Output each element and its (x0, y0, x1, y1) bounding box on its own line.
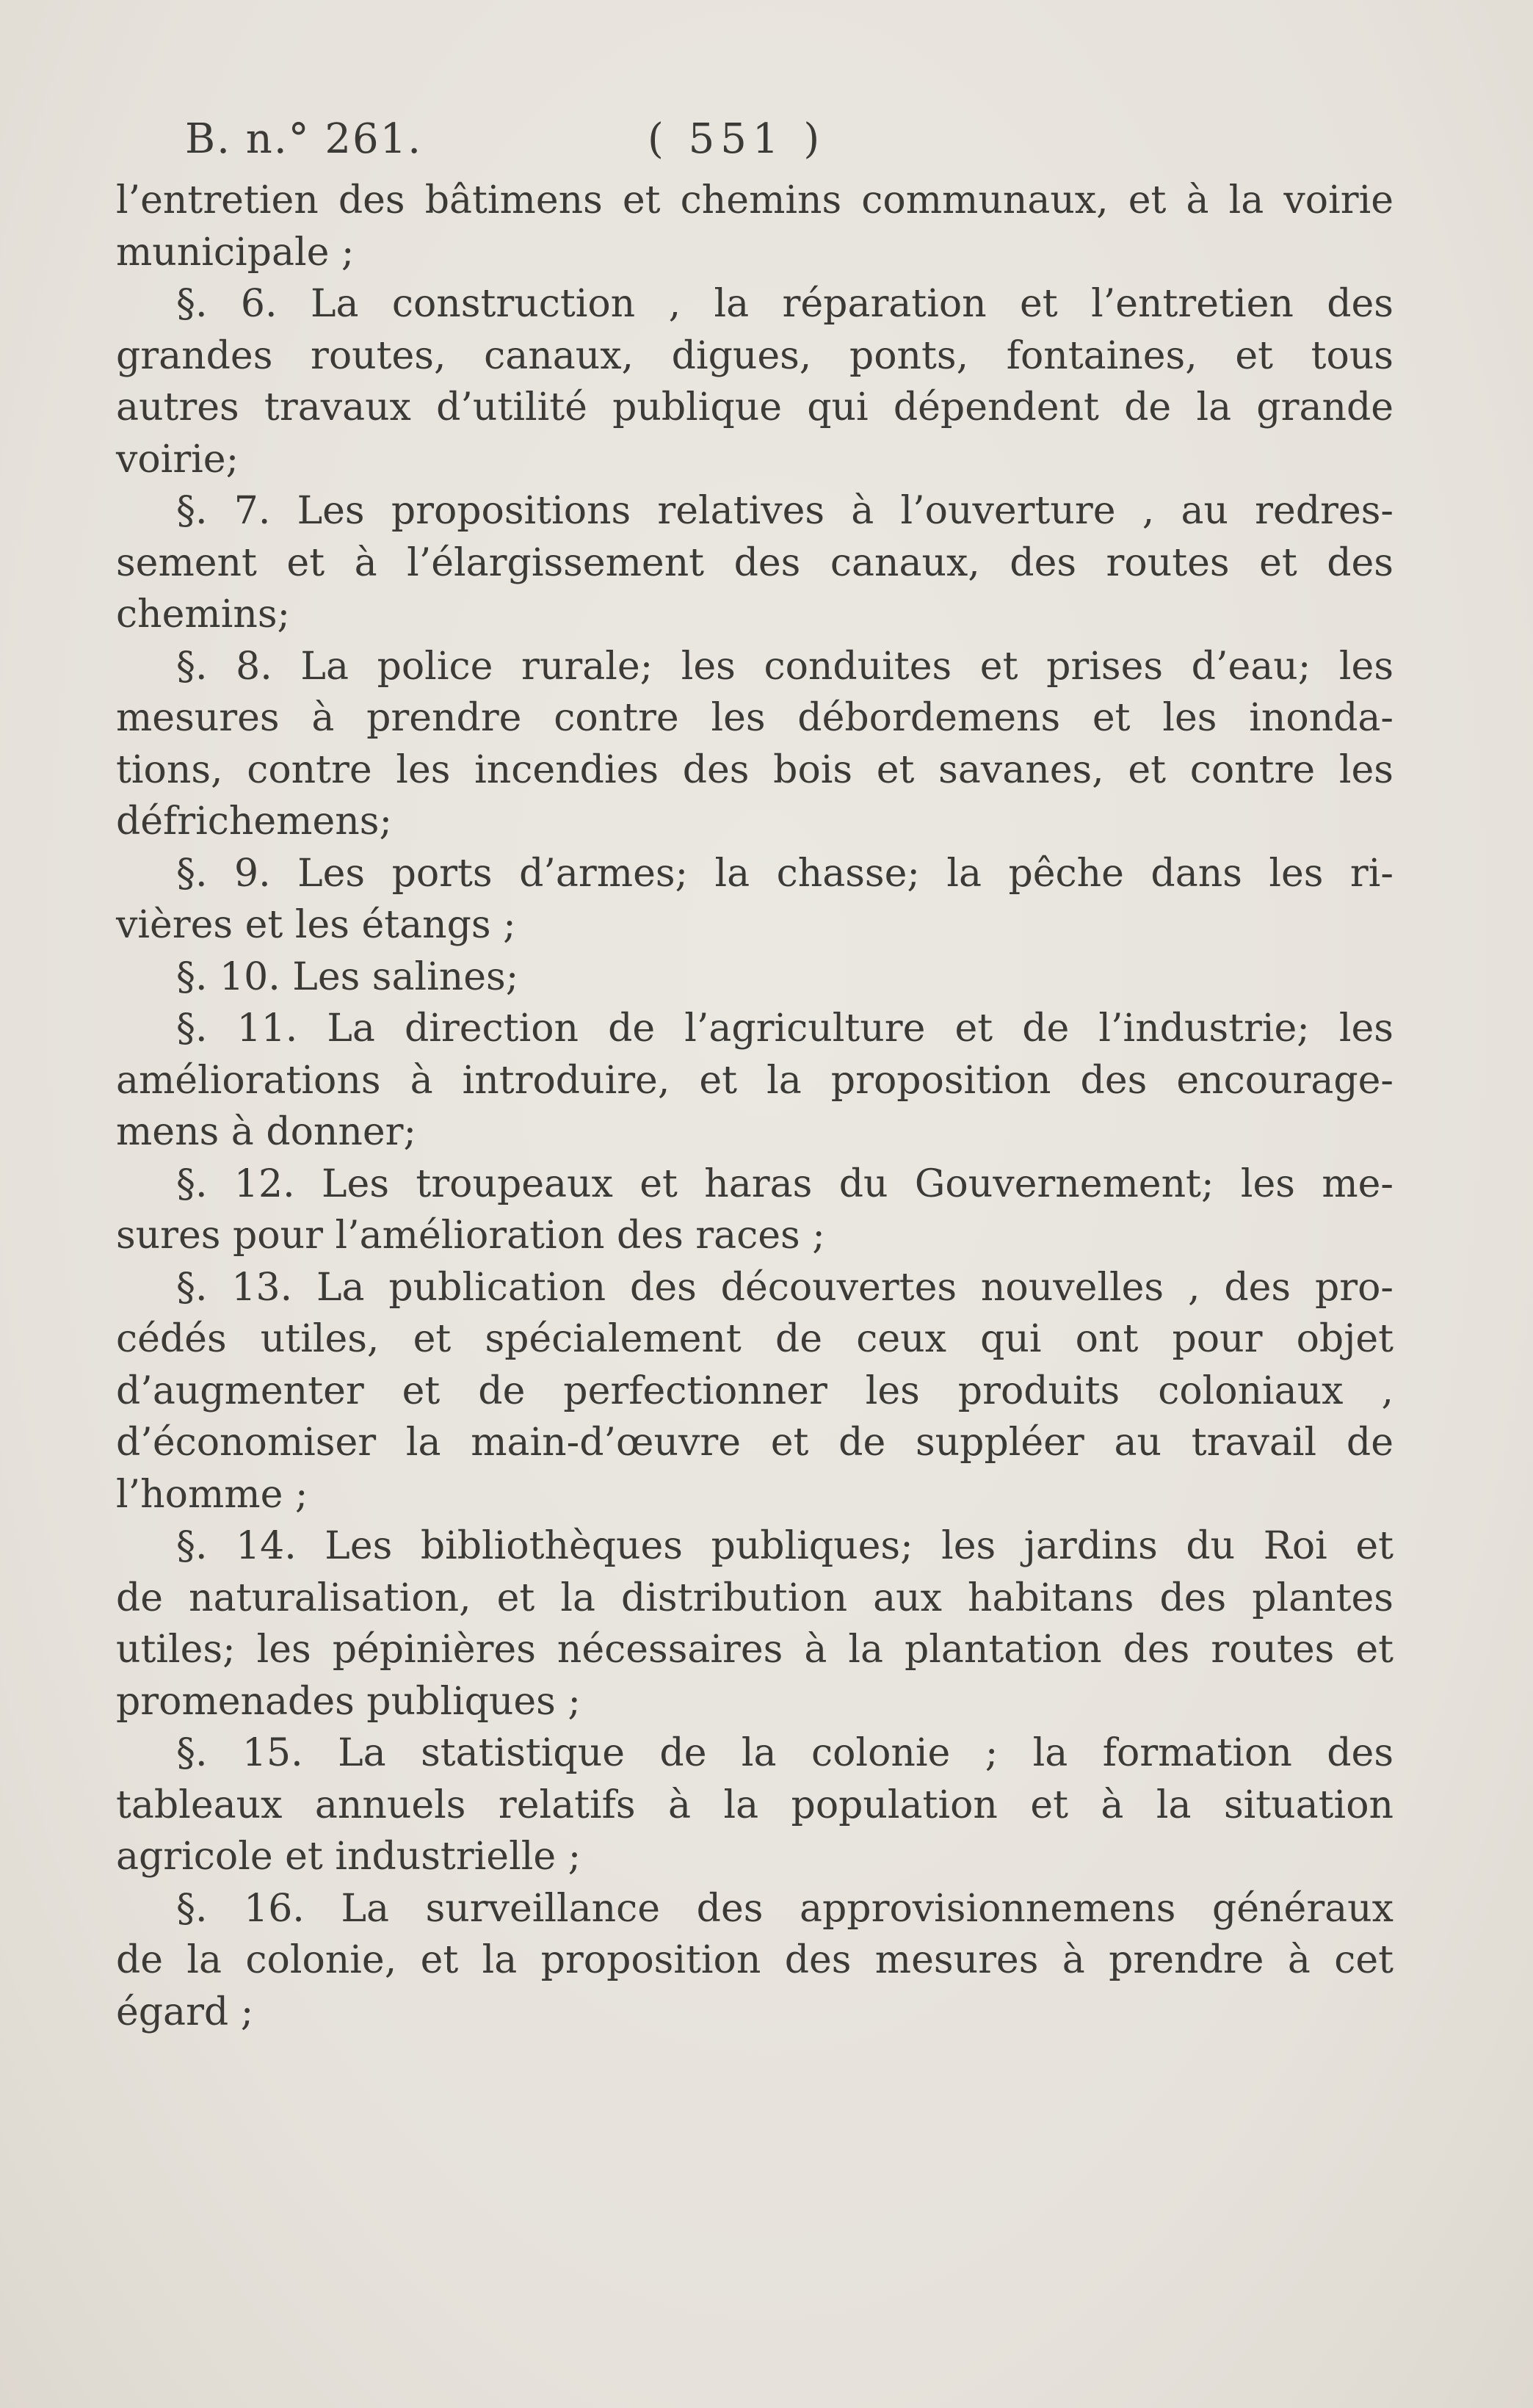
text-line: sement et à l’élargissement des canaux, des routes et des (116, 540, 1394, 585)
text-line: d’économiser la main-d’œuvre et de suppléer au travail de (116, 1421, 1394, 1465)
text-line: grandes routes, canaux, digues, ponts, fontaines, et tous (116, 333, 1394, 378)
text-line: l’homme ; (116, 1472, 308, 1517)
running-header (185, 110, 1360, 169)
text-line: §. 10. Les salines; (176, 954, 519, 999)
text-line: utiles; les pépinières nécessaires à la plantation des routes et (116, 1628, 1394, 1672)
text-line: §. 8. La police rurale; les conduites et prises d’eau; les (176, 644, 1394, 689)
text-line: vières et les étangs ; (116, 903, 516, 947)
text-line: cédés utiles, et spécialement de ceux qui ont pour objet (116, 1317, 1394, 1361)
text-line: autres travaux d’utilité publique qui dépendent de la grande (116, 385, 1394, 429)
text-line: chemins; (116, 592, 291, 637)
text-line: améliorations à introduire, et la proposition des encourage- (116, 1058, 1394, 1103)
text-line: l’entretien des bâtimens et chemins communaux, et à la voirie (116, 178, 1394, 222)
text-line: §. 15. La statistique de la colonie ; la formation des (176, 1731, 1394, 1775)
text-line: sures pour l’amélioration des races ; (116, 1214, 825, 1258)
text-line: voirie; (116, 437, 239, 482)
text-line: défrichemens; (116, 799, 392, 844)
text-line: §. 16. La surveillance des approvisionnemens généraux (176, 1886, 1394, 1931)
text-line: §. 13. La publication des découvertes nouvelles , des pro- (176, 1265, 1394, 1310)
text-line: §. 7. Les propositions relatives à l’ouverture , au redres- (176, 489, 1394, 533)
text-line: d’augmenter et de perfectionner les produits coloniaux , (116, 1368, 1394, 1413)
text-line: tions, contre les incendies des bois et savanes, et contre les (116, 747, 1394, 792)
text-line: §. 6. La construction , la réparation et l’entretien des (176, 282, 1394, 326)
text-line: de la colonie, et la proposition des mesures à prendre à cet (116, 1938, 1394, 1982)
text-line: promenades publiques ; (116, 1679, 581, 1724)
body-text (116, 175, 1394, 2038)
text-line: §. 12. Les troupeaux et haras du Gouvernement; les me- (176, 1161, 1394, 1206)
text-line: municipale ; (116, 230, 355, 275)
page-number: ( 551 ) (648, 115, 826, 163)
text-line: mesures à prendre contre les débordemens et les inonda- (116, 696, 1394, 740)
text-line: égard ; (116, 1990, 254, 2034)
text-line: §. 9. Les ports d’armes; la chasse; la pêche dans les ri- (176, 851, 1394, 896)
text-line: agricole et industrielle ; (116, 1835, 581, 1879)
text-line: §. 14. Les bibliothèques publiques; les jardins du Roi et (176, 1524, 1394, 1568)
text-line: de naturalisation, et la distribution aux habitans des plantes (116, 1575, 1394, 1620)
bulletin-signature: B. n.° 261. (185, 115, 423, 163)
text-line: tableaux annuels relatifs à la population et à la situation (116, 1783, 1394, 1827)
text-line: mens à donner; (116, 1110, 417, 1154)
text-line: §. 11. La direction de l’agriculture et de l’industrie; les (176, 1007, 1394, 1051)
